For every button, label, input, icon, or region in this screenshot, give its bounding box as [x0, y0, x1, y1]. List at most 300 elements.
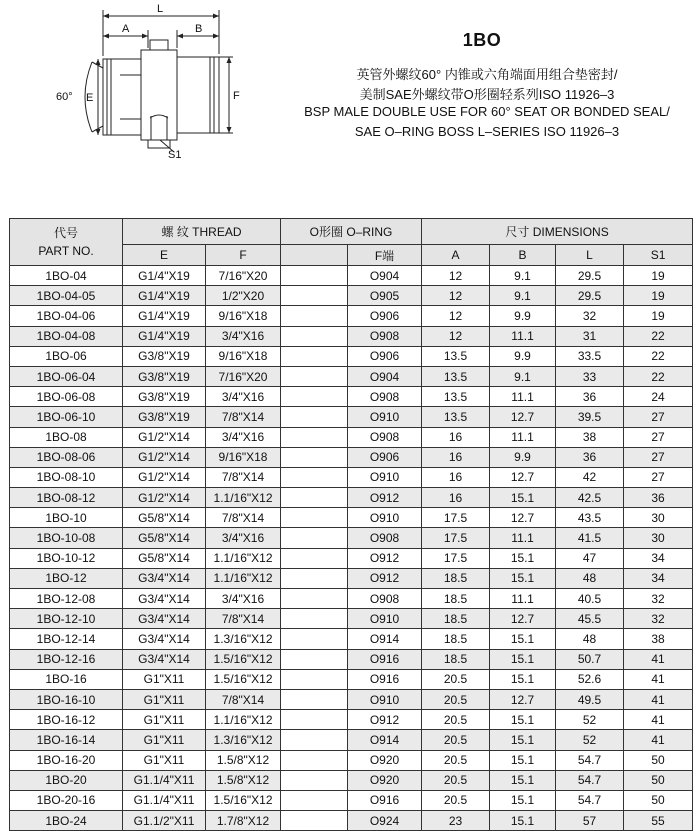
- cell-oring: O916: [348, 649, 422, 669]
- cell-part-no: 1BO-06-10: [10, 407, 123, 427]
- cell-a: 12: [422, 306, 490, 326]
- cell-thread-e: G1.1/4"X11: [123, 790, 206, 810]
- cell-a: 13.5: [422, 407, 490, 427]
- cell-l: 40.5: [556, 589, 624, 609]
- cell-a: 13.5: [422, 366, 490, 386]
- cell-a: 20.5: [422, 710, 490, 730]
- cell-oring: O916: [348, 669, 422, 689]
- cell-thread-f: 7/8"X14: [206, 689, 281, 709]
- cell-s1: 27: [624, 447, 693, 467]
- header-part-no: [10, 219, 123, 266]
- cell-b: 9.9: [490, 306, 556, 326]
- cell-part-no: 1BO-12-08: [10, 589, 123, 609]
- header-b: B: [490, 245, 556, 266]
- cell-s1: 32: [624, 609, 693, 629]
- cell-l: 33.5: [556, 346, 624, 366]
- cell-thread-f: 1.1/16"X12: [206, 710, 281, 730]
- cell-b: 15.1: [490, 710, 556, 730]
- cell-part-no: 1BO-12: [10, 568, 123, 588]
- header-a: A: [422, 245, 490, 266]
- description-en-line-2: SAE O–RING BOSS L–SERIES ISO 11926–3: [354, 124, 620, 139]
- cell-thread-e: G1.1/2"X11: [123, 811, 206, 831]
- cell-thread-e: G1"X11: [123, 669, 206, 689]
- cell-oring: O916: [348, 790, 422, 810]
- cell-part-no: 1BO-10-12: [10, 548, 123, 568]
- cell-thread-f: 7/16"X20: [206, 366, 281, 386]
- table-row: [10, 447, 693, 467]
- cell-a: 13.5: [422, 346, 490, 366]
- cell-a: 13.5: [422, 387, 490, 407]
- cell-blank: [281, 609, 348, 629]
- cell-part-no: 1BO-06: [10, 346, 123, 366]
- cell-oring: O906: [348, 447, 422, 467]
- cell-s1: 32: [624, 589, 693, 609]
- cell-blank: [281, 387, 348, 407]
- cell-thread-f: 3/4"X16: [206, 326, 281, 346]
- cell-b: 9.1: [490, 266, 556, 286]
- cell-b: 15.1: [490, 568, 556, 588]
- cell-l: 52: [556, 730, 624, 750]
- cell-l: 49.5: [556, 689, 624, 709]
- cell-thread-e: G1"X11: [123, 750, 206, 770]
- table-row: [10, 508, 693, 528]
- cell-part-no: 1BO-20-16: [10, 790, 123, 810]
- cell-a: 17.5: [422, 548, 490, 568]
- cell-thread-e: G3/8"X19: [123, 366, 206, 386]
- cell-s1: 50: [624, 750, 693, 770]
- cell-b: 11.1: [490, 326, 556, 346]
- cell-a: 18.5: [422, 589, 490, 609]
- cell-thread-e: G3/4"X14: [123, 568, 206, 588]
- angle-label: 60°: [56, 91, 73, 103]
- cell-b: 9.9: [490, 346, 556, 366]
- cell-a: 18.5: [422, 568, 490, 588]
- dim-label-l: L: [157, 3, 164, 15]
- cell-a: 16: [422, 488, 490, 508]
- cell-oring: O910: [348, 407, 422, 427]
- cell-s1: 30: [624, 508, 693, 528]
- cell-oring: O912: [348, 710, 422, 730]
- cell-l: 54.7: [556, 790, 624, 810]
- cell-thread-e: G3/8"X19: [123, 407, 206, 427]
- cell-b: 12.7: [490, 508, 556, 528]
- cell-b: 15.1: [490, 649, 556, 669]
- cell-oring: O920: [348, 750, 422, 770]
- cell-oring: O910: [348, 609, 422, 629]
- cell-thread-e: G1/2"X14: [123, 447, 206, 467]
- table-row: [10, 266, 693, 286]
- cell-blank: [281, 730, 348, 750]
- cell-l: 45.5: [556, 609, 624, 629]
- cell-thread-e: G3/8"X19: [123, 346, 206, 366]
- cell-thread-e: G5/8"X14: [123, 508, 206, 528]
- cell-part-no: 1BO-16-14: [10, 730, 123, 750]
- cell-l: 48: [556, 568, 624, 588]
- cell-thread-f: 7/8"X14: [206, 508, 281, 528]
- cell-part-no: 1BO-16-10: [10, 689, 123, 709]
- table-row: [10, 629, 693, 649]
- cell-blank: [281, 770, 348, 790]
- cell-s1: 22: [624, 366, 693, 386]
- cell-thread-f: 1.5/16"X12: [206, 649, 281, 669]
- cell-l: 47: [556, 548, 624, 568]
- cell-a: 20.5: [422, 669, 490, 689]
- cell-part-no: 1BO-10-08: [10, 528, 123, 548]
- cell-part-no: 1BO-04-05: [10, 286, 123, 306]
- cell-oring: O912: [348, 548, 422, 568]
- cell-thread-e: G1/2"X14: [123, 488, 206, 508]
- cell-part-no: 1BO-06-08: [10, 387, 123, 407]
- cell-l: 39.5: [556, 407, 624, 427]
- cell-blank: [281, 790, 348, 810]
- table-row: [10, 366, 693, 386]
- cell-oring: O908: [348, 589, 422, 609]
- cell-b: 15.1: [490, 629, 556, 649]
- cell-thread-f: 1.1/16"X12: [206, 568, 281, 588]
- cell-blank: [281, 306, 348, 326]
- cell-part-no: 1BO-04: [10, 266, 123, 286]
- cell-thread-f: 7/16"X20: [206, 266, 281, 286]
- cell-blank: [281, 528, 348, 548]
- table-row: [10, 750, 693, 770]
- cell-s1: 34: [624, 548, 693, 568]
- header-f-end: F端: [348, 245, 422, 266]
- cell-s1: 38: [624, 629, 693, 649]
- cell-thread-f: 1.5/16"X12: [206, 790, 281, 810]
- cell-part-no: 1BO-16-20: [10, 750, 123, 770]
- cell-s1: 41: [624, 649, 693, 669]
- cell-part-no: 1BO-16: [10, 669, 123, 689]
- cell-part-no: 1BO-10: [10, 508, 123, 528]
- cell-oring: O910: [348, 467, 422, 487]
- cell-oring: O908: [348, 427, 422, 447]
- table-row: [10, 669, 693, 689]
- cell-thread-e: G1"X11: [123, 710, 206, 730]
- dim-label-a: A: [122, 23, 130, 35]
- header-oring: O形圈 O–RING: [281, 219, 422, 245]
- cell-b: 9.1: [490, 286, 556, 306]
- header-part-cn: 代号: [53, 226, 78, 240]
- cell-s1: 50: [624, 790, 693, 810]
- cell-l: 29.5: [556, 286, 624, 306]
- cell-part-no: 1BO-08-10: [10, 467, 123, 487]
- header-thread: 螺 纹 THREAD: [123, 219, 281, 245]
- header-blank: [281, 245, 348, 266]
- cell-b: 12.7: [490, 689, 556, 709]
- cell-b: 15.1: [490, 811, 556, 831]
- cell-thread-e: G5/8"X14: [123, 548, 206, 568]
- table-row: [10, 286, 693, 306]
- cell-a: 20.5: [422, 730, 490, 750]
- header-part-en: PART NO.: [38, 244, 94, 258]
- table-row: [10, 770, 693, 790]
- cell-b: 15.1: [490, 730, 556, 750]
- cell-s1: 22: [624, 346, 693, 366]
- cell-oring: O906: [348, 306, 422, 326]
- cell-part-no: 1BO-16-12: [10, 710, 123, 730]
- table-row: [10, 568, 693, 588]
- cell-blank: [281, 447, 348, 467]
- cell-oring: O906: [348, 346, 422, 366]
- cell-l: 31: [556, 326, 624, 346]
- cell-part-no: 1BO-20: [10, 770, 123, 790]
- cell-l: 42: [556, 467, 624, 487]
- cell-b: 12.7: [490, 467, 556, 487]
- cell-b: 15.1: [490, 770, 556, 790]
- dim-label-e: E: [86, 92, 94, 104]
- cell-s1: 41: [624, 689, 693, 709]
- description-en-line-1: BSP MALE DOUBLE USE FOR 60° SEAT OR BONDED SEAL/: [304, 104, 670, 119]
- cell-blank: [281, 266, 348, 286]
- cell-blank: [281, 427, 348, 447]
- cell-oring: O920: [348, 770, 422, 790]
- cell-a: 20.5: [422, 689, 490, 709]
- cell-l: 29.5: [556, 266, 624, 286]
- header-e: E: [123, 245, 206, 266]
- cell-b: 12.7: [490, 407, 556, 427]
- cell-a: 16: [422, 467, 490, 487]
- table-row: [10, 528, 693, 548]
- cell-b: 11.1: [490, 589, 556, 609]
- cell-part-no: 1BO-12-16: [10, 649, 123, 669]
- cell-oring: O914: [348, 629, 422, 649]
- cell-blank: [281, 710, 348, 730]
- cell-a: 16: [422, 447, 490, 467]
- cell-oring: O904: [348, 266, 422, 286]
- cell-thread-f: 7/8"X14: [206, 467, 281, 487]
- cell-oring: O904: [348, 366, 422, 386]
- cell-blank: [281, 629, 348, 649]
- cell-s1: 50: [624, 770, 693, 790]
- cell-part-no: 1BO-08: [10, 427, 123, 447]
- cell-thread-f: 1.1/16"X12: [206, 488, 281, 508]
- cell-a: 20.5: [422, 790, 490, 810]
- cell-s1: 19: [624, 266, 693, 286]
- cell-thread-f: 3/4"X16: [206, 427, 281, 447]
- cell-blank: [281, 286, 348, 306]
- cell-thread-e: G1"X11: [123, 730, 206, 750]
- cell-s1: 19: [624, 286, 693, 306]
- cell-b: 11.1: [490, 528, 556, 548]
- table-row: [10, 589, 693, 609]
- cell-a: 17.5: [422, 528, 490, 548]
- cell-thread-e: G1/4"X19: [123, 286, 206, 306]
- cell-l: 54.7: [556, 770, 624, 790]
- table-row: [10, 710, 693, 730]
- cell-thread-e: G1/2"X14: [123, 467, 206, 487]
- cell-l: 50.7: [556, 649, 624, 669]
- cell-part-no: 1BO-08-06: [10, 447, 123, 467]
- cell-thread-e: G1/4"X19: [123, 326, 206, 346]
- cell-thread-f: 1.5/8"X12: [206, 750, 281, 770]
- table-row: [10, 407, 693, 427]
- cell-thread-e: G3/8"X19: [123, 387, 206, 407]
- cell-a: 12: [422, 266, 490, 286]
- cell-oring: O905: [348, 286, 422, 306]
- cell-b: 15.1: [490, 790, 556, 810]
- cell-a: 17.5: [422, 508, 490, 528]
- table-row: [10, 306, 693, 326]
- table-row: [10, 346, 693, 366]
- cell-oring: O924: [348, 811, 422, 831]
- cell-part-no: 1BO-04-06: [10, 306, 123, 326]
- cell-blank: [281, 649, 348, 669]
- cell-oring: O914: [348, 730, 422, 750]
- cell-thread-f: 1/2"X20: [206, 286, 281, 306]
- cell-s1: 19: [624, 306, 693, 326]
- cell-s1: 27: [624, 467, 693, 487]
- fitting-diagram: [0, 0, 300, 170]
- cell-thread-f: 1.7/8"X12: [206, 811, 281, 831]
- cell-thread-f: 1.5/16"X12: [206, 669, 281, 689]
- cell-oring: O908: [348, 326, 422, 346]
- table-row: [10, 387, 693, 407]
- cell-thread-e: G1"X11: [123, 689, 206, 709]
- header-dimensions: 尺寸 DIMENSIONS: [422, 219, 693, 245]
- cell-blank: [281, 467, 348, 487]
- cell-oring: O910: [348, 689, 422, 709]
- dim-label-b: B: [195, 23, 203, 35]
- cell-s1: 22: [624, 326, 693, 346]
- cell-b: 11.1: [490, 387, 556, 407]
- cell-thread-f: 1.3/16"X12: [206, 629, 281, 649]
- cell-s1: 41: [624, 669, 693, 689]
- cell-a: 18.5: [422, 609, 490, 629]
- cell-thread-e: G1/4"X19: [123, 306, 206, 326]
- cell-a: 20.5: [422, 770, 490, 790]
- cell-l: 42.5: [556, 488, 624, 508]
- cell-part-no: 1BO-12-10: [10, 609, 123, 629]
- cell-b: 12.7: [490, 609, 556, 629]
- table-row: [10, 609, 693, 629]
- cell-thread-e: G5/8"X14: [123, 528, 206, 548]
- cell-blank: [281, 326, 348, 346]
- table-row: [10, 730, 693, 750]
- cell-thread-e: G3/4"X14: [123, 589, 206, 609]
- cell-part-no: 1BO-06-04: [10, 366, 123, 386]
- cell-b: 9.1: [490, 366, 556, 386]
- cell-oring: O910: [348, 508, 422, 528]
- cell-blank: [281, 568, 348, 588]
- description-cn-line-2: 美制SAE外螺纹带O形圈轻系列ISO 11926–3: [359, 87, 615, 102]
- cell-part-no: 1BO-04-08: [10, 326, 123, 346]
- cell-l: 41.5: [556, 528, 624, 548]
- cell-s1: 24: [624, 387, 693, 407]
- cell-l: 38: [556, 427, 624, 447]
- cell-blank: [281, 346, 348, 366]
- cell-l: 52: [556, 710, 624, 730]
- cell-thread-e: G1/2"X14: [123, 427, 206, 447]
- cell-thread-f: 7/8"X14: [206, 407, 281, 427]
- cell-thread-f: 3/4"X16: [206, 589, 281, 609]
- table-row: [10, 649, 693, 669]
- cell-l: 32: [556, 306, 624, 326]
- cell-b: 15.1: [490, 750, 556, 770]
- cell-thread-e: G3/4"X14: [123, 629, 206, 649]
- cell-blank: [281, 669, 348, 689]
- cell-a: 20.5: [422, 750, 490, 770]
- cell-a: 12: [422, 326, 490, 346]
- cell-part-no: 1BO-24: [10, 811, 123, 831]
- cell-a: 16: [422, 427, 490, 447]
- cell-s1: 34: [624, 568, 693, 588]
- cell-blank: [281, 407, 348, 427]
- cell-thread-f: 7/8"X14: [206, 609, 281, 629]
- product-title: 1BO: [462, 30, 502, 50]
- cell-s1: 27: [624, 407, 693, 427]
- cell-b: 15.1: [490, 488, 556, 508]
- cell-blank: [281, 548, 348, 568]
- cell-thread-e: G3/4"X14: [123, 609, 206, 629]
- table-row: [10, 790, 693, 810]
- cell-b: 9.9: [490, 447, 556, 467]
- cell-a: 12: [422, 286, 490, 306]
- cell-l: 36: [556, 447, 624, 467]
- dim-label-f: F: [233, 90, 240, 102]
- cell-thread-f: 1.3/16"X12: [206, 730, 281, 750]
- cell-a: 18.5: [422, 629, 490, 649]
- cell-thread-f: 1.1/16"X12: [206, 548, 281, 568]
- cell-oring: O912: [348, 568, 422, 588]
- cell-oring: O908: [348, 528, 422, 548]
- cell-thread-f: 1.5/8"X12: [206, 770, 281, 790]
- cell-blank: [281, 488, 348, 508]
- cell-b: 11.1: [490, 427, 556, 447]
- cell-thread-f: 9/16"X18: [206, 447, 281, 467]
- cell-thread-f: 9/16"X18: [206, 346, 281, 366]
- cell-oring: O908: [348, 387, 422, 407]
- cell-oring: O912: [348, 488, 422, 508]
- table-row: [10, 467, 693, 487]
- cell-thread-e: G1.1/4"X11: [123, 770, 206, 790]
- cell-l: 33: [556, 366, 624, 386]
- cell-a: 23: [422, 811, 490, 831]
- cell-b: 15.1: [490, 548, 556, 568]
- cell-thread-f: 3/4"X16: [206, 528, 281, 548]
- table-row: [10, 427, 693, 447]
- table-row: [10, 326, 693, 346]
- cell-blank: [281, 508, 348, 528]
- cell-part-no: 1BO-08-12: [10, 488, 123, 508]
- cell-l: 54.7: [556, 750, 624, 770]
- cell-l: 52.6: [556, 669, 624, 689]
- cell-l: 43.5: [556, 508, 624, 528]
- table-row: [10, 548, 693, 568]
- cell-s1: 36: [624, 488, 693, 508]
- cell-blank: [281, 689, 348, 709]
- spec-table: [9, 218, 693, 831]
- header-l: L: [556, 245, 624, 266]
- cell-thread-e: G1/4"X19: [123, 266, 206, 286]
- cell-s1: 55: [624, 811, 693, 831]
- header-f: F: [206, 245, 281, 266]
- cell-l: 48: [556, 629, 624, 649]
- description-cn-line-1: 英管外螺纹60° 内锥或六角端面用组合垫密封/: [356, 67, 618, 82]
- cell-l: 36: [556, 387, 624, 407]
- cell-s1: 27: [624, 427, 693, 447]
- cell-s1: 41: [624, 730, 693, 750]
- cell-part-no: 1BO-12-14: [10, 629, 123, 649]
- cell-thread-f: 3/4"X16: [206, 387, 281, 407]
- cell-b: 15.1: [490, 669, 556, 689]
- header-s1: S1: [624, 245, 693, 266]
- cell-thread-e: G3/4"X14: [123, 649, 206, 669]
- dim-label-s1: S1: [168, 149, 182, 161]
- cell-a: 18.5: [422, 649, 490, 669]
- cell-l: 57: [556, 811, 624, 831]
- cell-blank: [281, 366, 348, 386]
- cell-blank: [281, 750, 348, 770]
